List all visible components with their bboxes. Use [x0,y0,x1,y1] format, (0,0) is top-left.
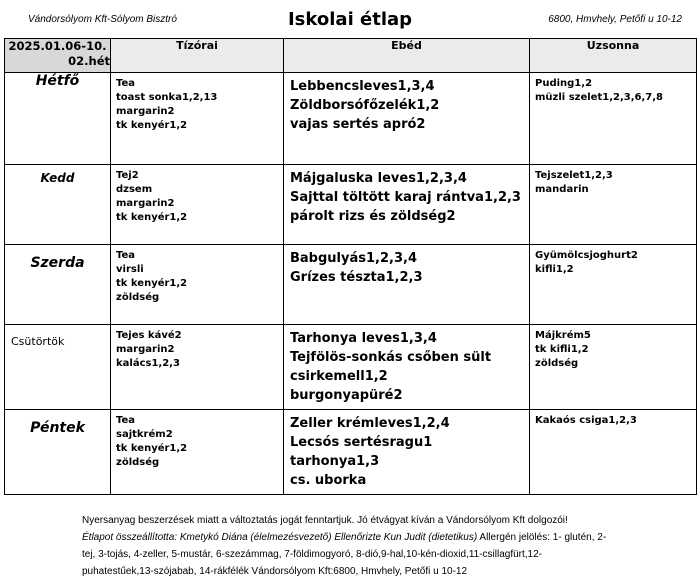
menu-item: Tejszelet1,2,3 [535,170,613,181]
menu-item: Sajttal töltött karaj rántva1,2,3 [290,190,521,205]
menu-item: Gyümölcsjoghurt2 [535,250,638,261]
day-name: Csütörtök [5,325,111,410]
menu-item: Zeller krémleves1,2,4 [290,416,450,431]
tizorai-cell [111,73,284,165]
footer-disclaimer: Nyersanyag beszerzések miatt a változtatás jogát fenntartjuk. Jó étvágyat kíván a Vándorsólyom Kft dolgozói! [82,515,568,526]
menu-item: müzli szelet1,2,3,6,7,8 [535,92,663,103]
day-name: Szerda [5,245,111,325]
menu-item: tarhonya1,3 [290,454,380,469]
menu-item: Grízes tészta1,2,3 [290,270,423,285]
uzsonna-cell [530,245,697,325]
menu-item: cs. uborka [290,473,367,488]
menu-item: tk kenyér1,2 [116,443,188,454]
ebed-cell [284,73,530,165]
tizorai-cell [111,325,284,410]
column-header-ebed: Ebéd [284,39,530,73]
footer-credits [82,529,682,546]
week-date-range: 2025.01.06-10. [8,39,107,53]
week-date-cell [5,39,111,73]
day-name: Péntek [5,410,111,495]
uzsonna-cell [530,165,697,245]
day-name: Hétfő [5,73,111,165]
menu-item: Tea [116,78,136,89]
menu-table [4,38,697,495]
footer-allergen-list: tej, 3-tojás, 4-zeller, 5-mustár, 6-szezámmag, 7-földimogyoró, 8-dió,9-hal,10-kén-dioxid,11-csillagfürt,12- [82,549,543,560]
menu-item: toast sonka1,2,13 [116,92,218,103]
footer-compiled-by: Étlapot összeállította: Kmetykó Diána (élelmezésvezető) Ellenőrizte Kun Judit (dietetikus) [82,532,478,543]
day-row-szerda [5,245,697,325]
menu-item: zöldség [535,358,579,369]
menu-item: Tejes kávé2 [116,330,182,341]
menu-item: párolt rizs és zöldség2 [290,209,456,224]
header-address: 6800, Hmvhely, Petőfi u 10-12 [548,14,682,25]
menu-item: Tej2 [116,170,139,181]
menu-item: margarin2 [116,106,175,117]
column-header-tizorai: Tízórai [111,39,284,73]
menu-item: margarin2 [116,344,175,355]
menu-item: zöldség [116,457,160,468]
footer-notes [82,512,682,580]
menu-item: tk kenyér1,2 [116,212,188,223]
uzsonna-cell [530,73,697,165]
menu-item: tk kenyér1,2 [116,278,188,289]
menu-item: Tarhonya leves1,3,4 [290,331,437,346]
menu-item: virsli [116,264,144,275]
column-header-uzsonna: Uzsonna [530,39,697,73]
page-title: Iskolai étlap [287,9,413,30]
header-business-name: Vándorsólyom Kft-Sólyom Bisztró [28,14,177,25]
ebed-cell [284,325,530,410]
menu-item: Zöldborsófőzelék1,2 [290,98,440,113]
menu-item: Lebbencsleves1,3,4 [290,79,435,94]
menu-item: Májkrém5 [535,330,591,341]
uzsonna-cell [530,325,697,410]
menu-item: Tea [116,415,136,426]
menu-header-row [5,39,697,73]
menu-item: zöldség [116,292,160,303]
day-row-hetfo [5,73,697,165]
menu-item: burgonyapüré2 [290,388,403,403]
day-name: Kedd [5,165,111,245]
menu-item: Kakaós csiga1,2,3 [535,415,637,426]
footer-allergen-intro: Allergén jelölés: 1- glutén, 2- [477,532,607,543]
menu-item: Tejfölös-sonkás csőben sült [290,350,492,365]
tizorai-cell [111,165,284,245]
day-row-kedd [5,165,697,245]
tizorai-cell [111,410,284,495]
menu-item: dzsem [116,184,153,195]
ebed-cell [284,245,530,325]
menu-item: Puding1,2 [535,78,593,89]
day-row-pentek [5,410,697,495]
menu-item: Lecsós sertésragu1 [290,435,433,450]
ebed-cell [284,165,530,245]
menu-item: Májgaluska leves1,2,3,4 [290,171,467,186]
menu-item: margarin2 [116,198,175,209]
menu-item: kifli1,2 [535,264,574,275]
menu-item: tk kenyér1,2 [116,120,188,131]
menu-item: Babgulyás1,2,3,4 [290,251,417,266]
menu-item: tk kifli1,2 [535,344,589,355]
menu-item: csirkemell1,2 [290,369,388,384]
menu-item: Tea [116,250,136,261]
menu-item: vajas sertés apró2 [290,117,426,132]
menu-item: sajtkrém2 [116,429,173,440]
uzsonna-cell [530,410,697,495]
footer-allergen-list-end: puhatestűek,13-szójabab, 14-rákfélék Vándorsólyom Kft:6800, Hmvhely, Petőfi u 10-12 [82,566,468,577]
day-row-csutortok [5,325,697,410]
week-number: 02.hét [68,54,110,68]
menu-item: mandarin [535,184,589,195]
tizorai-cell [111,245,284,325]
ebed-cell [284,410,530,495]
menu-item: kalács1,2,3 [116,358,180,369]
